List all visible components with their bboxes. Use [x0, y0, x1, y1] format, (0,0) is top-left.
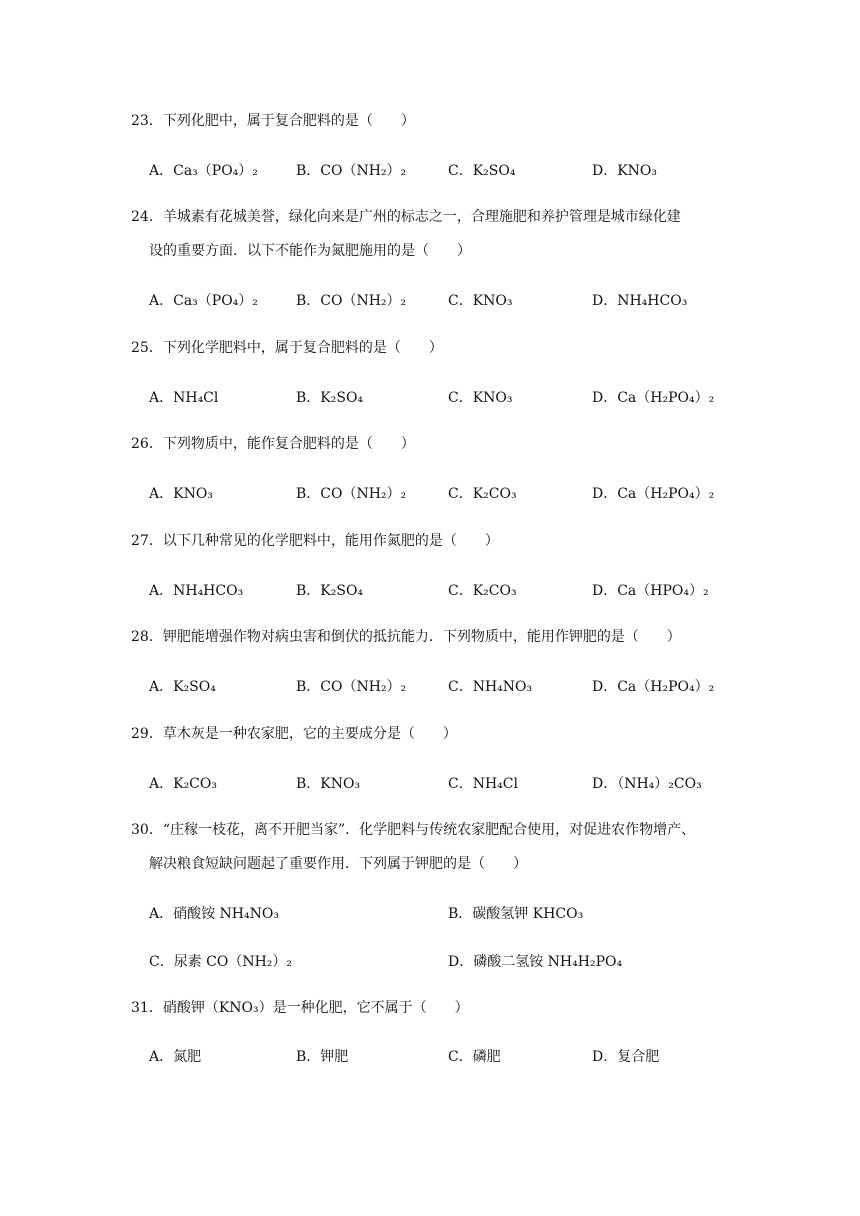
question-25-stem: 25．下列化学肥料中，属于复合肥料的是（ ） — [131, 340, 443, 356]
question-23-option-a: A．Ca₃（PO₄）₂ — [149, 163, 258, 179]
question-27-stem: 27．以下几种常见的化学肥料中，能用作氮肥的是（ ） — [131, 533, 499, 549]
question-26-option-d: D．Ca（H₂PO₄）₂ — [592, 486, 715, 502]
question-25-option-c: C．KNO₃ — [448, 390, 513, 406]
question-26-option-c: C．K₂CO₃ — [448, 486, 517, 502]
question-30-option-c: C．尿素 CO（NH₂）₂ — [149, 954, 293, 970]
question-25-option-b: B．K₂SO₄ — [296, 390, 364, 406]
question-26-stem: 26．下列物质中，能作复合肥料的是（ ） — [131, 436, 415, 452]
question-23-stem: 23．下列化肥中，属于复合肥料的是（ ） — [131, 113, 415, 129]
question-23-option-b: B．CO（NH₂）₂ — [296, 163, 407, 179]
question-27-option-c: C．K₂CO₃ — [448, 583, 517, 599]
question-31-option-d: D．复合肥 — [592, 1049, 660, 1065]
question-30-stem: 30．“庄稼一枝花，离不开肥当家”．化学肥料与传统农家肥配合使用，对促进农作物增产、 — [131, 822, 696, 838]
question-28-option-a: A．K₂SO₄ — [149, 679, 216, 695]
question-29-stem: 29．草木灰是一种农家肥，它的主要成分是（ ） — [131, 726, 457, 742]
question-31-option-a: A．氮肥 — [149, 1049, 202, 1065]
question-26-option-b: B．CO（NH₂）₂ — [296, 486, 407, 502]
question-25-option-d: D．Ca（H₂PO₄）₂ — [592, 390, 715, 406]
question-27-option-d: D．Ca（HPO₄）₂ — [592, 583, 709, 599]
question-29-option-c: C．NH₄Cl — [448, 776, 518, 792]
question-30-stem-continued: 解决粮食短缺问题起了重要作用．下列属于钾肥的是（ ） — [149, 856, 527, 872]
question-24-stem-continued: 设的重要方面．以下不能作为氮肥施用的是（ ） — [149, 243, 471, 259]
question-30-option-d: D．磷酸二氢铵 NH₄H₂PO₄ — [448, 954, 623, 970]
question-23-option-d: D．KNO₃ — [592, 163, 658, 179]
question-28-option-b: B．CO（NH₂）₂ — [296, 679, 407, 695]
question-29-option-a: A．K₂CO₃ — [149, 776, 217, 792]
question-31-option-c: C．磷肥 — [448, 1049, 501, 1065]
question-29-option-d: D．（NH₄）₂CO₃ — [592, 776, 702, 792]
question-24-option-b: B．CO（NH₂）₂ — [296, 293, 407, 309]
question-30-option-a: A．硝酸铵 NH₄NO₃ — [149, 906, 279, 922]
question-24-option-a: A．Ca₃（PO₄）₂ — [149, 293, 258, 309]
question-31-stem: 31．硝酸钾（KNO₃）是一种化肥，它不属于（ ） — [131, 1000, 469, 1016]
question-24-option-d: D．NH₄HCO₃ — [592, 293, 688, 309]
question-31-option-b: B．钾肥 — [296, 1049, 349, 1065]
question-24-stem: 24．羊城素有花城美誉，绿化向来是广州的标志之一，合理施肥和养护管理是城市绿化建 — [131, 209, 681, 225]
question-28-option-d: D．Ca（H₂PO₄）₂ — [592, 679, 715, 695]
question-28-option-c: C．NH₄NO₃ — [448, 679, 533, 695]
question-23-option-c: C．K₂SO₄ — [448, 163, 516, 179]
question-28-stem: 28．钾肥能增强作物对病虫害和倒伏的抵抗能力．下列物质中，能用作钾肥的是（ ） — [131, 629, 681, 645]
question-30-option-b: B．碳酸氢钾 KHCO₃ — [448, 906, 584, 922]
question-25-option-a: A．NH₄Cl — [149, 390, 219, 406]
question-29-option-b: B．KNO₃ — [296, 776, 361, 792]
question-26-option-a: A．KNO₃ — [149, 486, 213, 502]
question-24-option-c: C．KNO₃ — [448, 293, 513, 309]
question-27-option-a: A．NH₄HCO₃ — [149, 583, 244, 599]
question-27-option-b: B．K₂SO₄ — [296, 583, 364, 599]
